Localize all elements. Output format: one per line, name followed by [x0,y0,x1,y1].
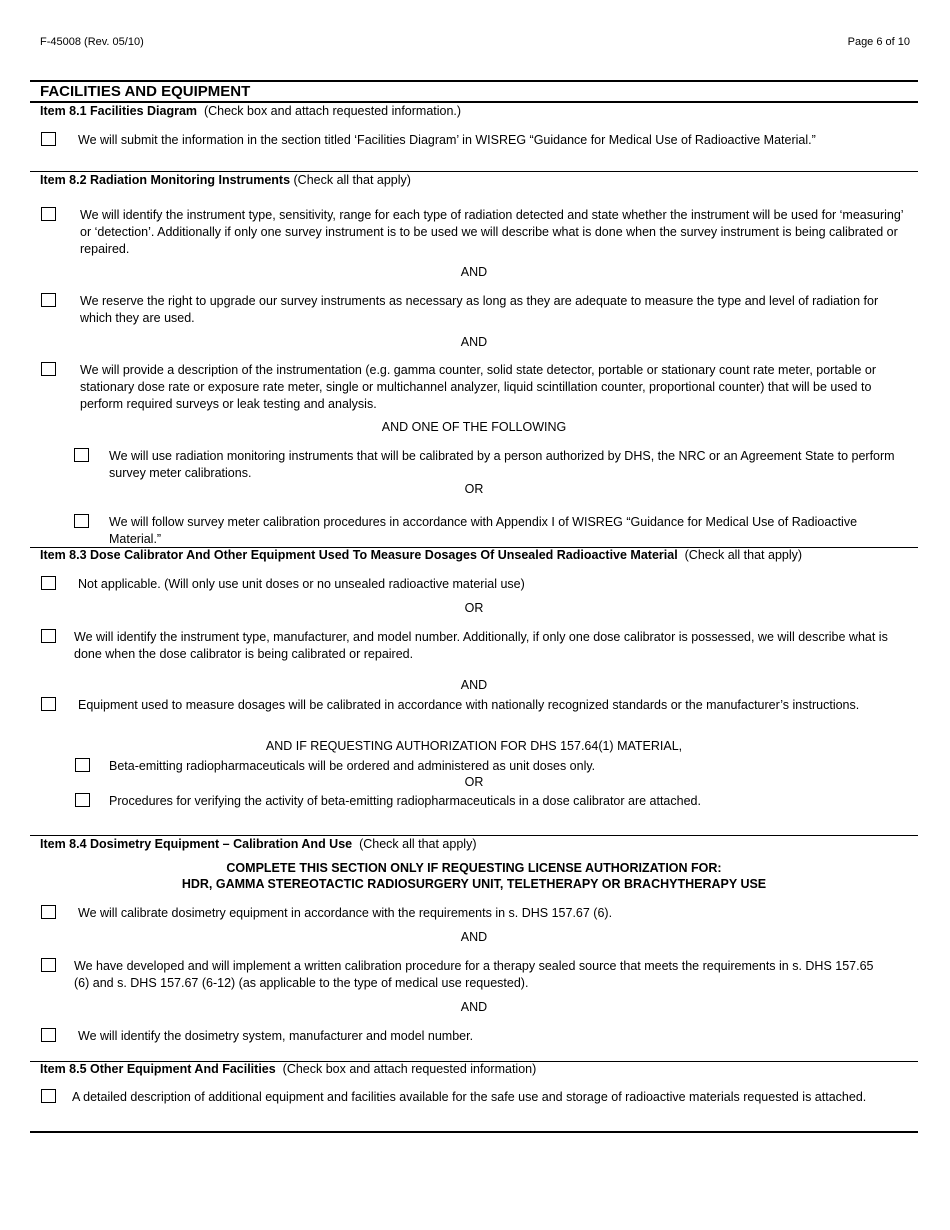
item-8-2-sub-checkbox-1[interactable] [74,448,89,462]
or-connector: OR [464,482,484,496]
and-connector: AND [460,678,488,692]
divider [30,80,918,82]
item-8-4-option-1-text: We will calibrate dosimetry equipment in accordance with the requirements in s. DHS 157.67 (6). [78,906,613,920]
item-8-3-option-3-text: Equipment used to measure dosages will be calibrated in accordance with nationally recognized standards or the manufacturer’s instructions. [78,698,860,712]
item-8-1-instruction: (Check box and attach requested information.) [203,104,462,118]
item-8-2-option-3-text: We will provide a description of the instrumentation (e.g. gamma counter, solid state detector, portable or stationary count rate meter, portable or stationary dose rate or exposure rate meter, single or multichannel analyzer, liquid scintillation counter, proportional counter) that will be used to perform required surveys or leak testing and analysis. [80,363,877,411]
item-8-4-label: Item 8.4 Dosimetry Equipment – Calibration And Use [40,837,353,851]
section-title: FACILITIES AND EQUIPMENT [40,83,251,100]
item-8-2-checkbox-1[interactable] [41,207,56,221]
item-8-2-sub-option-1-text: We will use radiation monitoring instruments that will be calibrated by a person authorized by DHS, the NRC or an Agreement State to perform survey meter calibrations. [109,449,895,480]
item-8-3-checkbox-3[interactable] [41,697,56,711]
and-connector: AND [460,265,488,279]
and-connector: AND [460,1000,488,1014]
item-8-1-checkbox[interactable] [41,132,56,146]
or-connector: OR [464,775,484,789]
item-8-3-option-2-text: We will identify the instrument type, manufacturer, and model number. Additionally, if only one dose calibrator is possessed, we will describe what is done when the dose calibrator is being calibrated or repaired. [74,630,888,661]
item-8-3-sub-checkbox-1[interactable] [75,758,90,772]
item-8-4-checkbox-2[interactable] [41,958,56,972]
item-8-5-heading [40,1062,536,1076]
form-id: F-45008 (Rev. 05/10) [40,36,144,48]
item-8-4-notice-line-2: HDR, GAMMA STEREOTACTIC RADIOSURGERY UNIT, TELETHERAPY OR BRACHYTHERAPY USE [181,877,767,891]
item-8-2-instruction: (Check all that apply) [293,173,411,187]
item-8-3-checkbox-1[interactable] [41,576,56,590]
item-8-2-label: Item 8.2 Radiation Monitoring Instruments [40,173,291,187]
item-8-3-checkbox-2[interactable] [41,629,56,643]
item-8-5-checkbox[interactable] [41,1089,56,1103]
item-8-4-instruction: (Check all that apply) [359,837,477,851]
item-8-3-sub-option-2-text: Procedures for verifying the activity of beta-emitting radiopharmaceuticals in a dose calibrator are attached. [109,794,701,808]
item-8-5-instruction: (Check box and attach requested information) [282,1062,537,1076]
and-connector: AND [460,930,488,944]
item-8-2-checkbox-3[interactable] [41,362,56,376]
item-8-3-label: Item 8.3 Dose Calibrator And Other Equipment Used To Measure Dosages Of Unsealed Radioactive Material [40,548,678,562]
item-8-3-sub-option-1-text: Beta-emitting radiopharmaceuticals will be ordered and administered as unit doses only. [109,759,596,773]
item-8-4-option-3-text: We will identify the dosimetry system, manufacturer and model number. [78,1029,474,1043]
item-8-2-sub-checkbox-2[interactable] [74,514,89,528]
divider [30,835,918,836]
and-connector: AND [460,335,488,349]
item-8-4-checkbox-3[interactable] [41,1028,56,1042]
item-8-4-heading [40,837,476,851]
item-8-3-heading [40,548,802,562]
item-8-2-option-1-text: We will identify the instrument type, sensitivity, range for each type of radiation detected and state whether the instrument will be used for ‘measuring’ or ‘detection’. Additionally if only one survey instrument is to be used we will describe what is done when the survey instrument is being calibrated or repaired. [80,208,904,256]
and-if-connector: AND IF REQUESTING AUTHORIZATION FOR DHS 157.64(1) MATERIAL, [265,739,683,753]
and-one-of-connector: AND ONE OF THE FOLLOWING [381,420,567,434]
divider [30,101,918,103]
or-connector: OR [464,601,484,615]
divider [30,171,918,172]
item-8-1-label: Item 8.1 Facilities Diagram [40,104,198,118]
item-8-2-checkbox-2[interactable] [41,293,56,307]
item-8-3-sub-checkbox-2[interactable] [75,793,90,807]
item-8-5-label: Item 8.5 Other Equipment And Facilities [40,1062,276,1076]
item-8-1-heading [40,104,461,118]
item-8-2-sub-option-2-text: We will follow survey meter calibration procedures in accordance with Appendix I of WISREG “Guidance for Medical Use of Radioactive Material.” [109,515,858,546]
item-8-4-checkbox-1[interactable] [41,905,56,919]
bottom-rule [30,1131,918,1133]
item-8-4-notice-line-1: COMPLETE THIS SECTION ONLY IF REQUESTING LICENSE AUTHORIZATION FOR: [226,861,722,875]
item-8-2-option-2-text: We reserve the right to upgrade our survey instruments as necessary as long as they are adequate to measure the type and level of radiation for which they are used. [80,294,879,325]
item-8-1-option-text: We will submit the information in the section titled ‘Facilities Diagram’ in WISREG “Guidance for Medical Use of Radioactive Material.” [78,133,816,147]
item-8-5-option-text: A detailed description of additional equipment and facilities available for the safe use and storage of radioactive materials requested is attached. [72,1090,867,1104]
item-8-3-option-1-text: Not applicable. (Will only use unit doses or no unsealed radioactive material use) [78,577,525,591]
item-8-3-instruction: (Check all that apply) [684,548,803,562]
page-number: Page 6 of 10 [847,36,910,48]
item-8-2-heading [40,173,411,187]
item-8-4-option-2-text: We have developed and will implement a written calibration procedure for a therapy sealed source that meets the requirements in s. DHS 157.65 (6) and s. DHS 157.67 (6-12) (as applicable to the type of medical use requested). [74,959,874,990]
